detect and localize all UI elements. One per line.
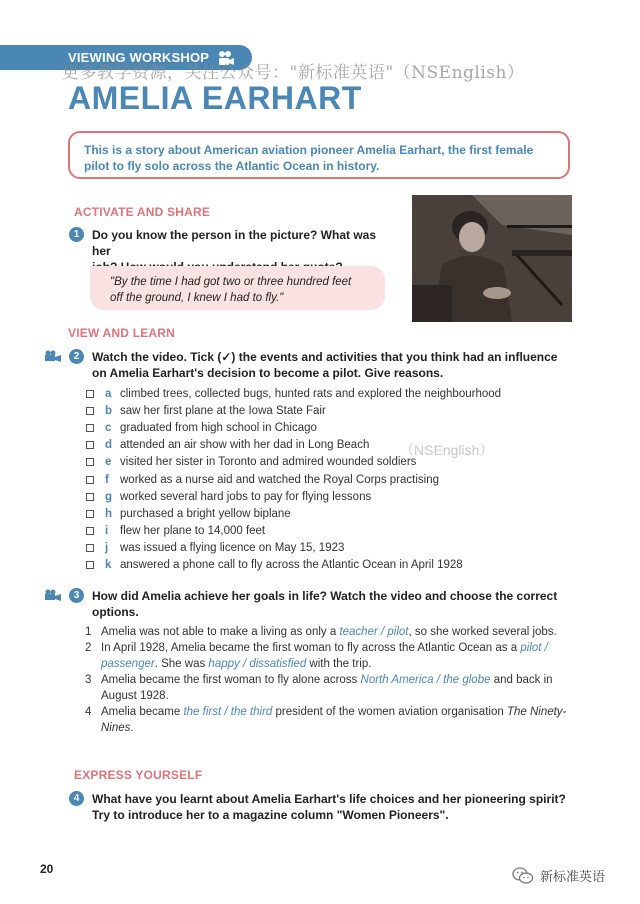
choice-text[interactable]: North America / the globe [360,674,491,686]
choice-text[interactable]: teacher / pilot [339,626,409,638]
section-heading-activate: ACTIVATE AND SHARE [74,205,211,219]
list-item: e visited her sister in Toronto and admired wounded soldiers [86,454,501,471]
quote-line: "By the time I had got two or three hundred feet [110,276,352,288]
option-item: 1 Amelia was not able to make a living as only a teacher / pilot, so she worked several jobs. [85,626,557,638]
choice-text[interactable]: the first / the third [183,706,273,718]
question-number: 2 [69,349,84,364]
question-4 [73,791,582,823]
checkbox[interactable] [86,458,94,466]
checkbox[interactable] [86,424,94,432]
list-item: g worked several hard jobs to pay for flying lessons [86,488,501,505]
list-item: h purchased a bright yellow biplane [86,505,501,522]
list-item: d attended an air show with her dad in Long Beach [86,437,501,454]
section-heading-express: EXPRESS YOURSELF [74,768,203,782]
amelia-earhart-photo [412,195,572,322]
question-number: 1 [69,227,84,242]
option-item: 3 Amelia became the first woman to fly alone across North America / the globe and back in August 1928. [85,674,553,702]
checkbox[interactable] [86,390,94,398]
video-icon [44,350,62,362]
quote-line: off the ground, I knew I had to fly." [110,292,284,304]
page-number: 20 [40,862,54,876]
video-icon [44,589,62,601]
checkbox[interactable] [86,407,94,415]
question-line: options. [92,605,139,619]
wechat-label: 新标准英语 [540,869,606,884]
wechat-watermark [512,866,605,885]
event-checklist [86,385,501,574]
wechat-icon [512,867,534,885]
list-item: a climbed trees, collected bugs, hunted rats and explored the neighbourhood [86,385,501,402]
question-line: What have you learnt about Amelia Earhart's life choices and her pioneering spirit? [92,792,566,806]
question-line: Try to introduce her to a magazine column "Women Pioneers". [92,808,449,822]
checkbox[interactable] [86,476,94,484]
question-number: 4 [69,791,84,806]
list-item: c graduated from high school in Chicago [86,419,501,436]
watermark: 更多教学资源，关注公众号："新标准英语"（NSEnglish） [62,63,525,83]
checkbox[interactable] [86,561,94,569]
question-3 [73,588,582,620]
checkbox[interactable] [86,544,94,552]
list-item: i flew her plane to 14,000 feet [86,523,501,540]
question-line: Do you know the person in the picture? What was her [92,228,377,258]
question-line: How did Amelia achieve her goals in life? Watch the video and choose the correct [92,589,558,603]
checkbox[interactable] [86,510,94,518]
choice-text[interactable]: happy / dissatisfied [208,658,307,670]
list-item: k answered a phone call to fly across the Atlantic Ocean in April 1928 [86,557,501,574]
intro-text: This is a story about American aviation pioneer Amelia Earhart, the first female pilot to fly solo across the Atlantic Ocean in history. [84,143,534,173]
intro-box [68,131,570,179]
question-line: on Amelia Earhart's decision to become a pilot. Give reasons. [92,366,444,380]
list-item: b saw her first plane at the Iowa State Fair [86,402,501,419]
banner-label: VIEWING WORKSHOP [68,50,210,65]
option-item: 2 In April 1928, Amelia became the first woman to fly across the Atlantic Ocean as a pilot / passenger. She was happy / dissatisfied with the trip. [85,642,548,670]
question-2 [73,349,582,381]
option-item: 4 Amelia became the first / the third president of the women aviation organisation The Ninety-Nines. [85,706,567,734]
checkbox[interactable] [86,441,94,449]
question-line: Watch the video. Tick (✓) the events and activities that you think had an influence [92,350,558,364]
list-item: j was issued a flying licence on May 15, 1923 [86,540,501,557]
quote-box [90,266,385,310]
list-item: f worked as a nurse aid and watched the Royal Corps practising [86,471,501,488]
watermark: （NSEnglish） [400,442,494,458]
page-title: AMELIA EARHART [68,80,362,116]
choice-text[interactable]: pilot / passenger [101,642,548,670]
checkbox[interactable] [86,527,94,535]
section-heading-view: VIEW AND LEARN [68,326,176,340]
question-number: 3 [69,588,84,603]
options-list [85,624,575,736]
checkbox[interactable] [86,493,94,501]
